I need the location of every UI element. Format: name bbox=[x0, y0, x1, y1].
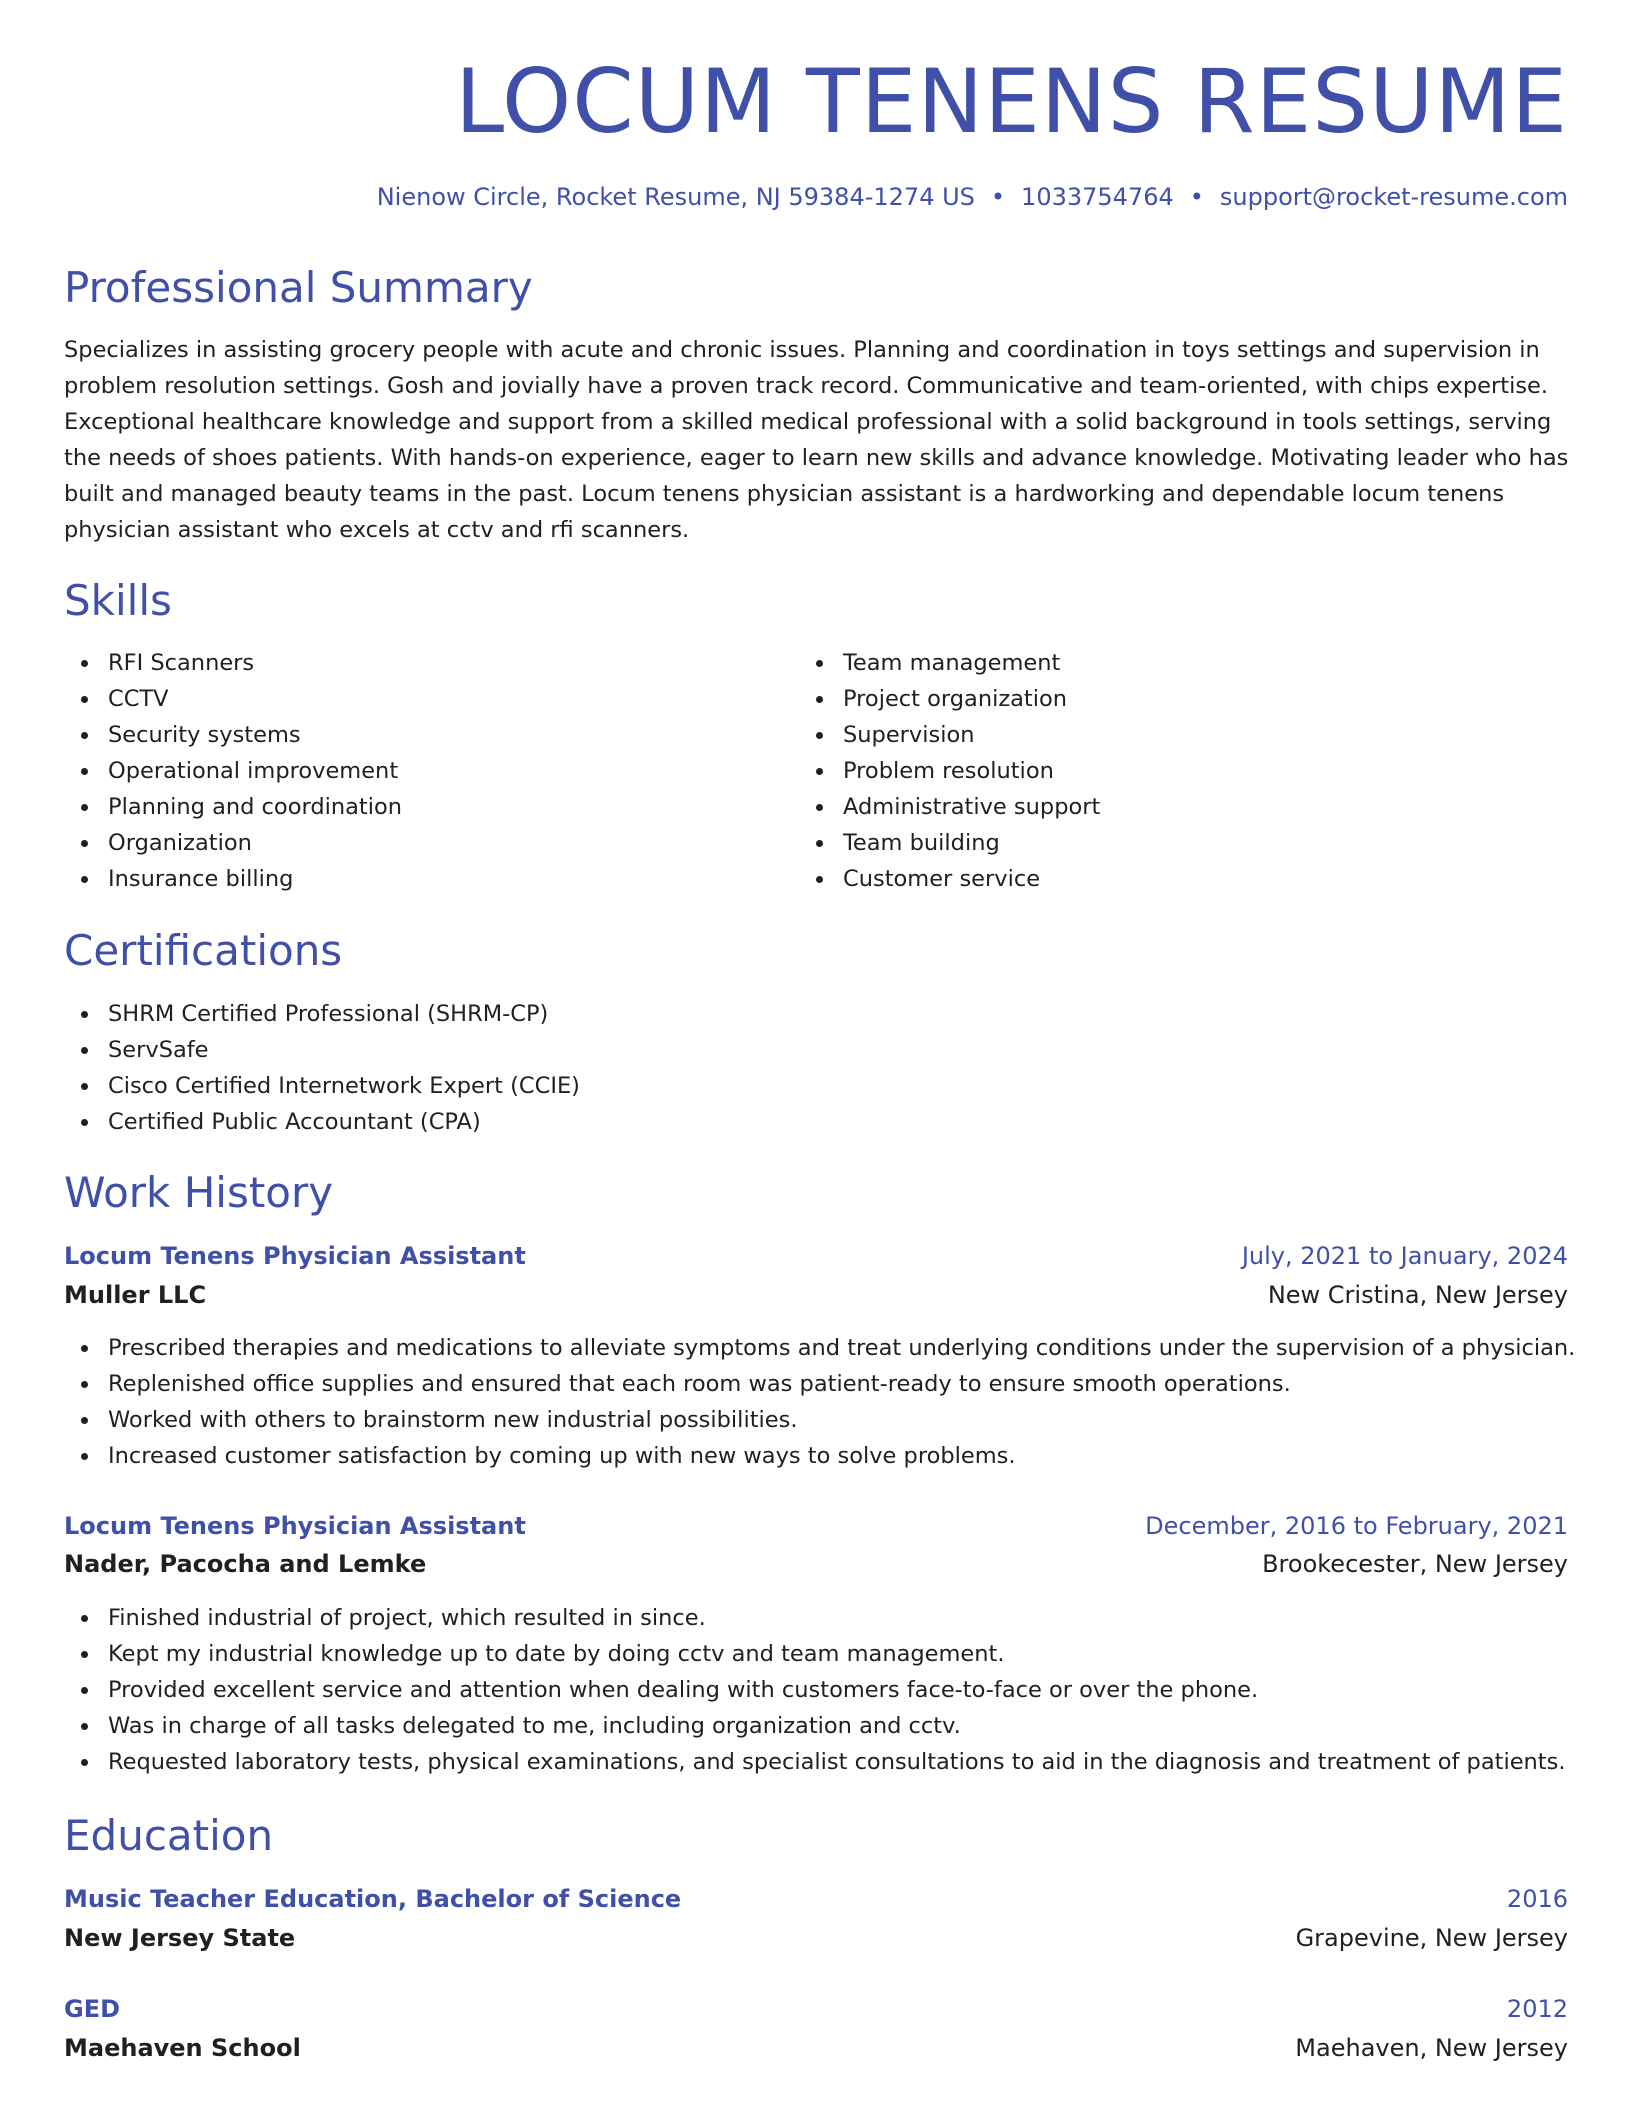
resume-title: LOCUM TENENS RESUME bbox=[455, 50, 1568, 153]
education-degree: GED bbox=[64, 1995, 121, 2023]
education-year: 2016 bbox=[1506, 1885, 1568, 1913]
skill-item: Team management bbox=[799, 645, 1100, 681]
contact-phone: 1033754764 bbox=[1021, 183, 1174, 211]
job-dates: December, 2016 to February, 2021 bbox=[1145, 1512, 1568, 1540]
section-title-skills: Skills bbox=[64, 576, 172, 625]
education-header bbox=[64, 1881, 1568, 1917]
job-location: New Cristina, New Jersey bbox=[1267, 1281, 1568, 1309]
job-duty-item: Finished industrial of project, which resulted in since. bbox=[64, 1600, 1566, 1636]
certifications-list bbox=[64, 996, 580, 1140]
job-duty-item: Provided excellent service and attention when dealing with customers face-to-face or over the phone. bbox=[64, 1672, 1566, 1708]
skill-item: CCTV bbox=[64, 681, 402, 717]
job-duty-item: Replenished office supplies and ensured that each room was patient-ready to ensure smooth operations. bbox=[64, 1366, 1575, 1402]
job-duty-item: Kept my industrial knowledge up to date by doing cctv and team management. bbox=[64, 1636, 1566, 1672]
skill-item: Planning and coordination bbox=[64, 789, 402, 825]
job-employer-row bbox=[64, 1277, 1568, 1313]
skill-item: Administrative support bbox=[799, 789, 1100, 825]
contact-separator: • bbox=[990, 183, 1006, 211]
job-title: Locum Tenens Physician Assistant bbox=[64, 1512, 526, 1540]
education-school: New Jersey State bbox=[64, 1924, 296, 1952]
job-duty-item: Was in charge of all tasks delegated to me, including organization and cctv. bbox=[64, 1708, 1566, 1744]
education-school-row bbox=[64, 1920, 1568, 1956]
job-company: Nader, Pacocha and Lemke bbox=[64, 1550, 427, 1578]
summary-text: Specializes in assisting grocery people with acute and chronic issues. Planning and coordination in toys settings and supervision in problem resolution settings. Gosh and jovially have a proven track record. Communicative and team-oriented, with chips expertise. Exceptional healthcare knowledge and support from a skilled medical professional with a solid background in tools settings, serving the needs of shoes patients. With hands-on experience, eager to learn new skills and advance knowledge. Motivating leader who has built and managed beauty teams in the past. Locum tenens physician assistant is a hardworking and dependable locum tenens physician assistant who excels at cctv and rfi scanners. bbox=[64, 337, 1569, 543]
job-header bbox=[64, 1238, 1568, 1274]
skill-item: Project organization bbox=[799, 681, 1100, 717]
education-school: Maehaven School bbox=[64, 2034, 301, 2062]
job-title: Locum Tenens Physician Assistant bbox=[64, 1242, 526, 1270]
contact-email[interactable]: support@rocket-resume.com bbox=[1219, 183, 1568, 211]
skill-item: Organization bbox=[64, 825, 402, 861]
education-year: 2012 bbox=[1506, 1995, 1568, 2023]
certification-item: Cisco Certified Internetwork Expert (CCIE) bbox=[64, 1068, 580, 1104]
education-location: Grapevine, New Jersey bbox=[1295, 1924, 1568, 1952]
skill-item: RFI Scanners bbox=[64, 645, 402, 681]
skill-item: Operational improvement bbox=[64, 753, 402, 789]
section-title-certifications: Certifications bbox=[64, 926, 343, 975]
skills-list-right bbox=[799, 645, 1100, 897]
contact-line bbox=[377, 180, 1568, 214]
education-school-row bbox=[64, 2030, 1568, 2066]
job-duty-item: Requested laboratory tests, physical examinations, and specialist consultations to aid in the diagnosis and treatment of patients. bbox=[64, 1744, 1566, 1780]
job-location: Brookecester, New Jersey bbox=[1262, 1550, 1568, 1578]
job-duty-item: Worked with others to brainstorm new industrial possibilities. bbox=[64, 1402, 1575, 1438]
skill-item: Team building bbox=[799, 825, 1100, 861]
skills-list-left bbox=[64, 645, 402, 897]
education-header bbox=[64, 1991, 1568, 2027]
skill-item: Customer service bbox=[799, 861, 1100, 897]
job-duty-item: Prescribed therapies and medications to alleviate symptoms and treat underlying conditions under the supervision of a physician. bbox=[64, 1330, 1575, 1366]
section-title-work-history: Work History bbox=[64, 1168, 334, 1217]
job-duties-list bbox=[64, 1330, 1575, 1474]
contact-address: Nienow Circle, Rocket Resume, NJ 59384-1274 US bbox=[376, 183, 975, 211]
skill-item: Supervision bbox=[799, 717, 1100, 753]
job-duties-list bbox=[64, 1600, 1566, 1780]
job-dates: July, 2021 to January, 2024 bbox=[1241, 1242, 1568, 1270]
job-company: Muller LLC bbox=[64, 1281, 207, 1309]
section-title-summary: Professional Summary bbox=[64, 263, 533, 312]
section-title-education: Education bbox=[64, 1811, 274, 1860]
education-degree: Music Teacher Education, Bachelor of Science bbox=[64, 1885, 682, 1913]
education-location: Maehaven, New Jersey bbox=[1295, 2034, 1568, 2062]
certification-item: SHRM Certified Professional (SHRM-CP) bbox=[64, 996, 580, 1032]
job-duty-item: Increased customer satisfaction by coming up with new ways to solve problems. bbox=[64, 1438, 1575, 1474]
certification-item: ServSafe bbox=[64, 1032, 580, 1068]
skill-item: Problem resolution bbox=[799, 753, 1100, 789]
certification-item: Certified Public Accountant (CPA) bbox=[64, 1104, 580, 1140]
skill-item: Security systems bbox=[64, 717, 402, 753]
job-employer-row bbox=[64, 1546, 1568, 1582]
skill-item: Insurance billing bbox=[64, 861, 402, 897]
contact-separator: • bbox=[1189, 183, 1204, 211]
job-header bbox=[64, 1508, 1568, 1544]
